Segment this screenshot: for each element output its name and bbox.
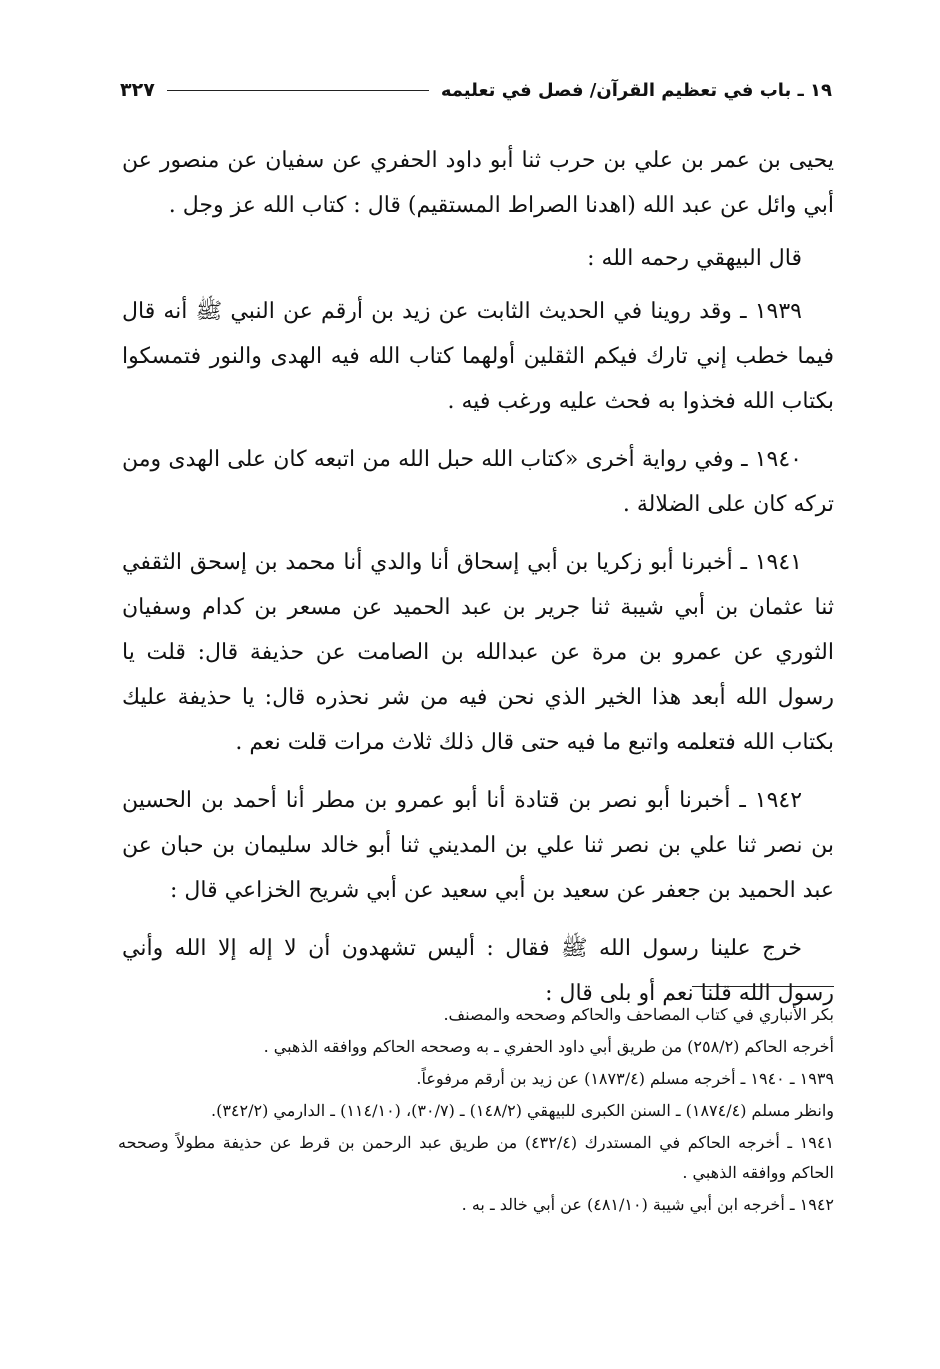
- footnote: ١٩٤١ ـ أخرجه الحاكم في المستدرك (٤٣٢/٤) من طريق عبد الرحمن بن قرط عن حذيفة مطولاً وصححه الحاكم ووافقه الذهبي .: [118, 1133, 834, 1182]
- hadith-1942-text: خرج علينا رسول الله ﷺ فقال : أليس تشهدون أن لا إله إلا الله وأني رسول الله قلنا نعم أو بلى قال :: [122, 936, 834, 1006]
- footnote: وانظر مسلم (١٨٧٤/٤) ـ السنن الكبرى للبيهقي (١٤٨/٢) ـ (٣٠/٧)، (١١٤/١٠) ـ الدارمي (٣٤٢/٢).: [210, 1101, 834, 1120]
- footnote: أخرجه الحاكم (٢٥٨/٢) من طريق أبي داود الحفري ـ به وصححه الحاكم ووافقه الذهبي .: [263, 1037, 834, 1056]
- hadith-1940: ١٩٤٠ ـ وفي رواية أخرى «كتاب الله حبل الله من اتبعه كان على الهدى ومن تركه كان على الضلالة .: [122, 447, 834, 517]
- paragraph-continuation: يحيى بن عمر بن علي بن حرب ثنا أبو داود الحفري عن سفيان عن منصور عن أبي وائل عن عبد الله (اهدنا الصراط المستقيم) قال : كتاب الله عز وجل .: [122, 148, 834, 218]
- footnotes: [118, 1000, 834, 1222]
- footnote: ١٩٤٢ ـ أخرجه ابن أبي شيبة (٤٨١/١٠) عن أبي خالد ـ به .: [461, 1195, 834, 1214]
- page-number: ٣٢٧: [120, 79, 155, 101]
- hadith-1941: ١٩٤١ ـ أخبرنا أبو زكريا بن أبي إسحاق أنا والدي أنا محمد بن إسحق الثقفي ثنا عثمان بن أبي شيبة ثنا جرير بن عبد الحميد عن مسعر بن كدام وسفيان الثوري عن عمرو بن مرة عن عبدالله بن الصامت عن حذيفة قال: قلت يا رسول الله أبعد هذا الخير الذي نحن فيه من شر نحذره قال: يا حذيفة عليك بكتاب الله فتعلمه واتبع ما فيه حتى قال ذلك ثلاث مرات قلت نعم .: [122, 550, 834, 755]
- chapter-title: ١٩ ـ باب في تعظيم القرآن/ فصل في تعليمه: [440, 79, 832, 101]
- paragraph-bayhaqi-note: قال البيهقي رحمه الله :: [587, 246, 802, 271]
- header-rule: [167, 90, 429, 91]
- footnote: ١٩٣٩ ـ ١٩٤٠ ـ أخرجه مسلم (١٨٧٣/٤) عن زيد بن أرقم مرفوعاً.: [416, 1069, 834, 1088]
- hadith-1942: ١٩٤٢ ـ أخبرنا أبو نصر بن قتادة أنا أبو عمرو بن مطر أنا أحمد بن الحسين بن نصر ثنا علي بن نصر ثنا علي بن المديني ثنا أبو خالد سليمان بن حبان عن عبد الحميد بن جعفر عن سعيد بن أبي سعيد عن أبي شريح الخزاعي قال :: [122, 788, 834, 903]
- footnote-separator: [692, 986, 834, 987]
- hadith-1939: ١٩٣٩ ـ وقد روينا في الحديث الثابت عن زيد بن أرقم عن النبي ﷺ أنه قال فيما خطب إني تارك فيكم الثقلين أولهما كتاب الله فيه الهدى والنور فتمسكوا بكتاب الله فخذوا به فحث عليه ورغب فيه .: [122, 299, 834, 414]
- footnote: بكر الأنباري في كتاب المصاحف والحاكم وصححه والمصنف.: [443, 1005, 834, 1024]
- main-text: [122, 138, 834, 1029]
- running-header: [120, 70, 832, 110]
